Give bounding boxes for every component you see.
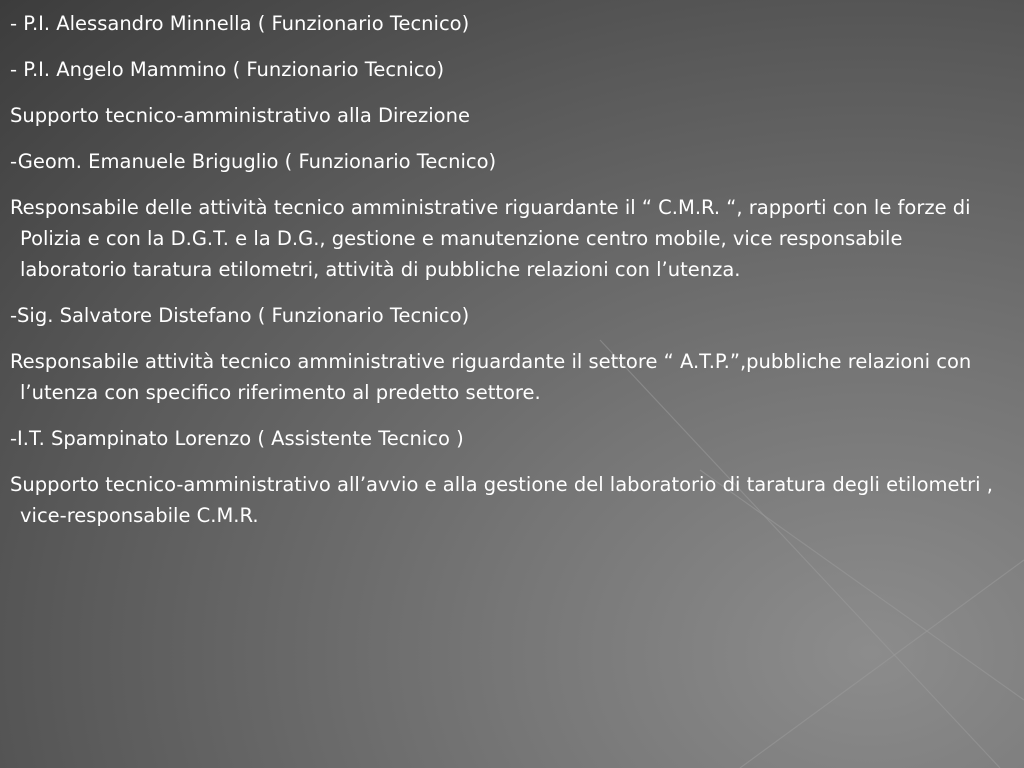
paragraph-distefano-responsibilities: Responsabile attività tecnico amministrative riguardante il settore “ A.T.P.”,pubbliche relazioni con l’utenza con specifico riferimento al predetto settore. — [10, 350, 972, 404]
paragraph-briguglio: -Geom. Emanuele Briguglio ( Funzionario Tecnico) — [10, 150, 497, 173]
paragraph-distefano: -Sig. Salvatore Distefano ( Funzionario Tecnico) — [10, 304, 470, 327]
paragraph-mammino: - P.I. Angelo Mammino ( Funzionario Tecnico) — [10, 58, 445, 81]
paragraph-supporto-direzione: Supporto tecnico-amministrativo alla Direzione — [10, 104, 470, 127]
paragraph-briguglio-responsibilities: Responsabile delle attività tecnico amministrative riguardante il “ C.M.R. “, rapporti con le forze di Polizia e con la D.G.T. e la D.G., gestione e manutenzione centro mobile, vice responsabile laboratorio taratura etilometri, attività di pubbliche relazioni con l’utenza. — [10, 196, 971, 281]
slide-content — [10, 8, 1010, 546]
decor-line — [740, 560, 1024, 768]
paragraph-minnella: - P.I. Alessandro Minnella ( Funzionario Tecnico) — [10, 12, 470, 35]
paragraph-spampinato: -I.T. Spampinato Lorenzo ( Assistente Tecnico ) — [10, 427, 464, 450]
paragraph-spampinato-responsibilities: Supporto tecnico-amministrativo all’avvio e alla gestione del laboratorio di taratura degli etilometri , vice-responsabile C.M.R. — [10, 473, 993, 527]
